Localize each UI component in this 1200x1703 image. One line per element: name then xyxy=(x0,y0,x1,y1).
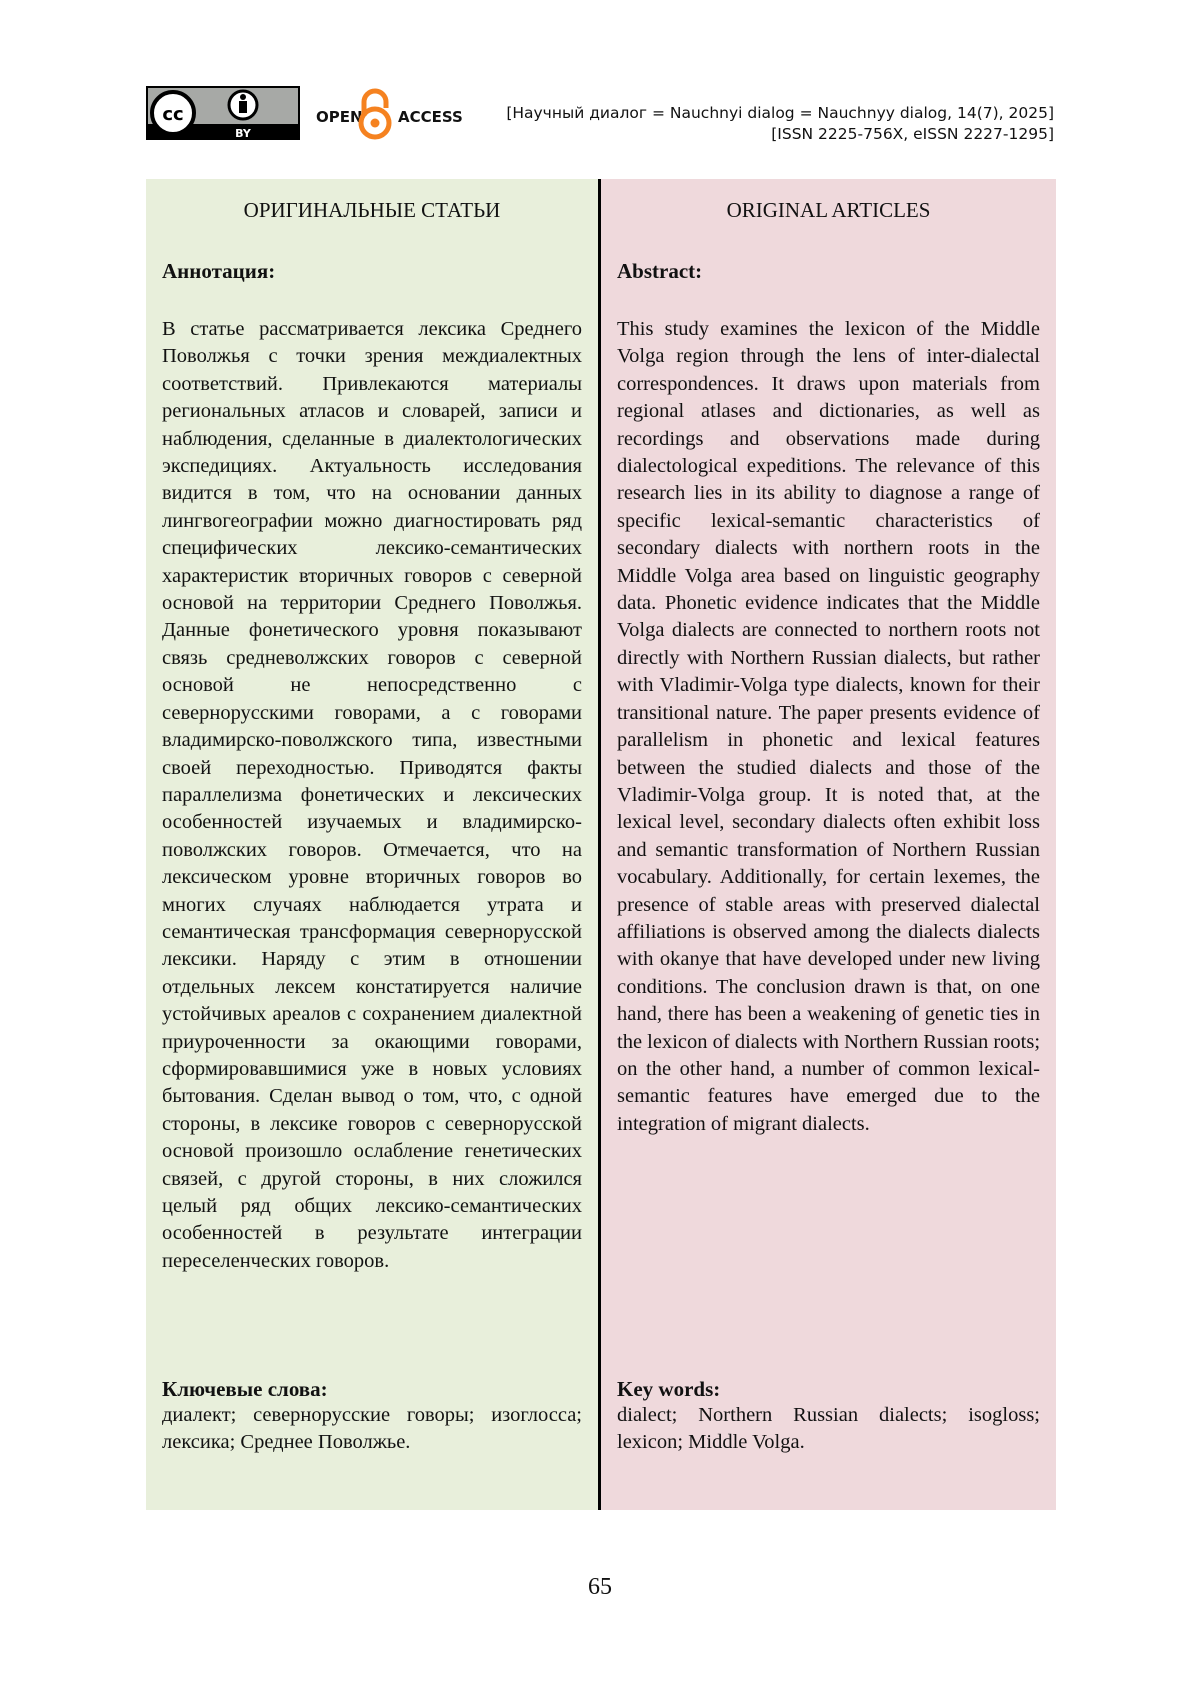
russian-keywords-block xyxy=(162,1376,582,1457)
open-access-left-text: OPEN xyxy=(316,108,363,126)
open-access-right-text: ACCESS xyxy=(398,108,463,126)
citation-line-1: [Научный диалог = Nauchnyi dialog = Nauchnyy dialog, 14(7), 2025] xyxy=(506,104,1054,122)
svg-text:cc: cc xyxy=(162,104,184,125)
english-keywords-block xyxy=(617,1376,1040,1457)
license-sub-label: BY xyxy=(235,127,251,140)
page-number: 65 xyxy=(588,1574,612,1600)
russian-section-heading: ОРИГИНАЛЬНЫЕ СТАТЬИ xyxy=(243,198,501,222)
english-abstract-text: This study examines the lexicon of the Middle Volga region through the lens of inter-dialectal correspondences. It draws upon materials from regional atlases and dictionaries, as well as recordings and observations made during dialectological expeditions. The relevance of this research lies in its ability to diagnose a range of specific lexical-semantic characteristics of secondary dialects with northern roots in the Middle Volga area based on linguistic geography data. Phonetic evidence indicates that the Middle Volga dialects are connected to northern roots not directly with Northern Russian dialects, but rather with Vladimir-Volga type dialects, known for their transitional nature. The paper presents evidence of parallelism in phonetic and lexical features between the studied dialects and those of the Vladimir-Volga group. It is noted that, at the lexical level, secondary dialects often exhibit loss and semantic transformation of Northern Russian vocabulary. Additionally, for certain lexemes, the presence of stable areas with preserved dialectal affiliations is observed among the dialects dialects with okanye that have developed under new living conditions. The conclusion drawn is that, on one hand, there has been a weakening of genetic ties in the lexicon of dialects with Northern Russian roots; on the other hand, a number of common lexical-semantic features have emerged due to the integration of migrant dialects. xyxy=(617,318,1041,1135)
citation-line-2: [ISSN 2225-756X, eISSN 2227-1295] xyxy=(771,125,1054,143)
russian-abstract-text: В статье рассматривается лексика Среднего Поволжья с точки зрения междиалектных соответствий. Привлекаются материалы региональных атласов и словарей, записи и наблюдения, сделанные в диалектологических экспедициях. Актуальность исследования видится в том, что на основании данных лингвогеографии можно диагностировать ряд специфических лексико-семантических характеристик вторичных говоров с северной основой на территории Среднего Поволжья. Данные фонетического уровня показывают связь средневолжских говоров с северной основой не непосредственно с севернорусскими говорами, а с говорами владимирско-поволжского типа, известными своей переходностью. Приводятся факты параллелизма фонетических и лексических особенностей изучаемых и владимирско-поволжских говоров. Отмечается, что на лексическом уровне вторичных говоров во многих случаях наблюдается утрата и семантическая трансформация севернорусской лексики. Наряду с этим в отношении отдельных лексем констатируется наличие устойчивых ареалов с сохранением диалектной приуроченности за окающими говорами, сформировавшимися уже в новых условиях бытования. Сделан вывод о том, что, с одной стороны, в лексике говоров с севернорусской основой произошло ослабление генетических связей, с другой стороны, в них сложился целый ряд общих лексико-семантических особенностей в результате интеграции переселенческих говоров. xyxy=(162,318,582,1272)
russian-column xyxy=(146,179,601,1510)
russian-abstract-label: Аннотация: xyxy=(162,259,276,283)
bilingual-abstract-table xyxy=(146,179,1056,1510)
english-keywords-text: dialect; Northern Russian dialects; isogloss; lexicon; Middle Volga. xyxy=(617,1404,1040,1454)
russian-keywords-text: диалект; севернорусские говоры; изоглосса; лексика; Среднее Поволжье. xyxy=(162,1404,582,1454)
russian-keywords-label: Ключевые слова: xyxy=(162,1377,328,1401)
english-section-heading: ORIGINAL ARTICLES xyxy=(726,198,931,222)
english-abstract-label: Abstract: xyxy=(617,259,703,283)
cc-by-license-icon xyxy=(146,86,300,140)
english-keywords-label: Key words: xyxy=(617,1377,721,1401)
journal-citation xyxy=(506,103,1054,145)
open-lock-icon xyxy=(361,91,389,137)
english-column xyxy=(601,179,1056,1510)
